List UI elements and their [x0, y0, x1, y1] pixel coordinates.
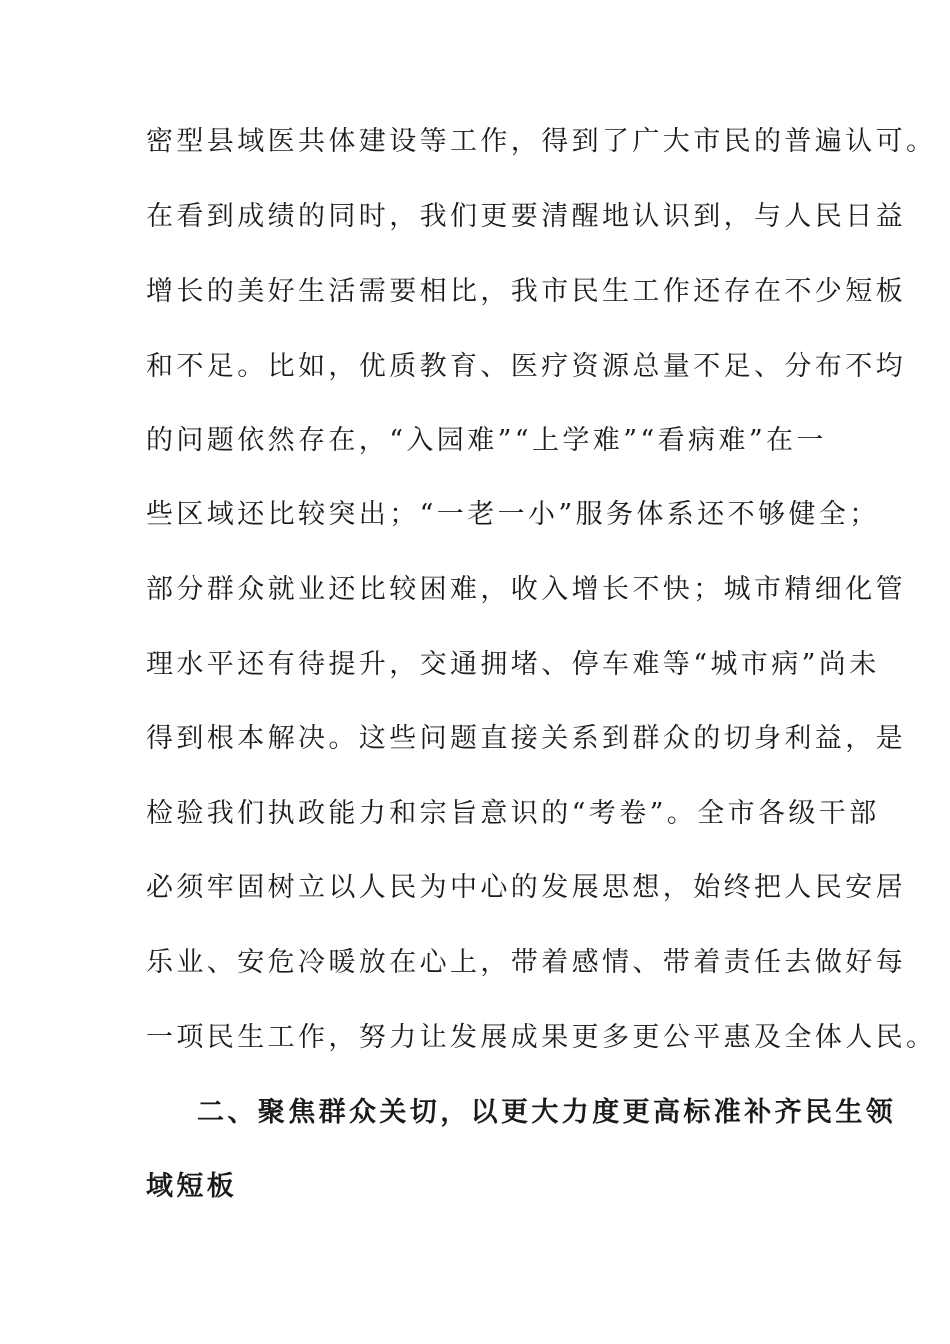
body-text-line-12: 乐业、安危冷暖放在心上，带着感情、带着责任去做好每 [146, 947, 906, 978]
body-text-line-3: 增长的美好生活需要相比，我市民生工作还存在不少短板 [146, 276, 906, 307]
section-heading-line-1: 二、聚焦群众关切，以更大力度更高标准补齐民生领 [197, 1097, 897, 1128]
body-text-line-13: 一项民生工作，努力让发展成果更多更公平惠及全体人民。 [146, 1022, 937, 1053]
body-text-line-1: 密型县域医共体建设等工作，得到了广大市民的普遍认可。 [146, 126, 937, 157]
body-text-line-9: 得到根本解决。这些问题直接关系到群众的切身利益，是 [146, 723, 906, 754]
body-text-line-7: 部分群众就业还比较困难，收入增长不快；城市精细化管 [146, 574, 906, 605]
body-text-line-2: 在看到成绩的同时，我们更要清醒地认识到，与人民日益 [146, 201, 906, 232]
body-text-line-10: 检验我们执政能力和宗旨意识的“考卷”。全市各级干部 [146, 798, 880, 829]
body-text-line-8: 理水平还有待提升，交通拥堵、停车难等“城市病”尚未 [146, 649, 880, 680]
section-heading-line-2: 域短板 [146, 1171, 238, 1202]
body-text-line-11: 必须牢固树立以人民为中心的发展思想，始终把人民安居 [146, 872, 906, 903]
body-text-line-6: 些区域还比较突出；“一老一小”服务体系还不够健全； [146, 499, 880, 530]
body-text-line-4: 和不足。比如，优质教育、医疗资源总量不足、分布不均 [146, 351, 906, 382]
body-text-line-5: 的问题依然存在，“入园难”“上学难”“看病难”在一 [146, 425, 827, 456]
